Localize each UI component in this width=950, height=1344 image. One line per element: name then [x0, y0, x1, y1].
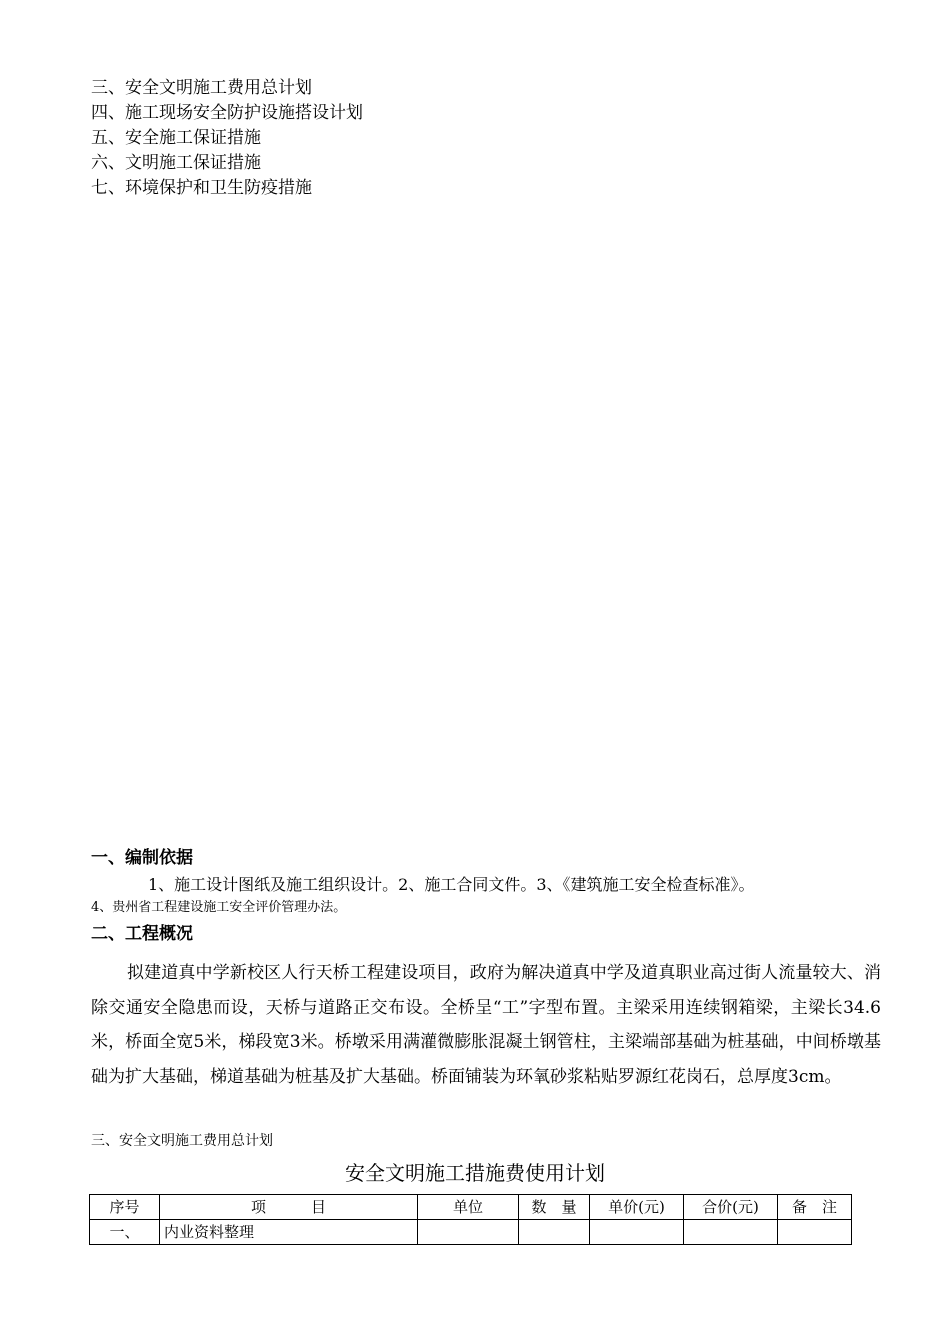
basis-text-line1: 1、施工设计图纸及施工组织设计。2、施工合同文件。3、《建筑施工安全检查标准》。: [148, 875, 755, 894]
header-cell-remarks: 备 注: [778, 1195, 852, 1220]
table-of-contents: [91, 76, 363, 201]
table-cell: [590, 1220, 684, 1245]
header-cell-unit: 单位: [418, 1195, 519, 1220]
overview-paragraph: 拟建道真中学新校区人行天桥工程建设项目，政府为解决道真中学及道真职业高过街人流量较大、消除交通安全隐患而设，天桥与道路正交布设。全桥呈“工”字型布置。主梁采用连续钢箱梁，主梁长34.6米，桥面全宽5米，梯段宽3米。桥墩采用满灌微膨胀混凝土钢管柱，主梁端部基础为桩基础，中间桥墩基础为扩大基础，梯道基础为桩基及扩大基础。桥面铺装为环氧砂浆粘贴罗源红花岗石，总厚度3cm。: [91, 963, 881, 1087]
table-cell: [519, 1220, 590, 1245]
header-cell-total-price: 合价(元): [684, 1195, 778, 1220]
toc-item: 四、施工现场安全防护设施搭设计划: [91, 103, 363, 123]
toc-item: 五、安全施工保证措施: [91, 128, 261, 148]
basis-text-line2: 4、贵州省工程建设施工安全评价管理办法。: [91, 900, 347, 915]
table-cell: 内业资料整理: [160, 1220, 418, 1245]
toc-item: 三、安全文明施工费用总计划: [91, 78, 312, 98]
table-cell: [684, 1220, 778, 1245]
table-row: [90, 1220, 852, 1245]
overview-heading: 二、工程概况: [91, 924, 193, 944]
header-cell-unit-price: 单价(元): [590, 1195, 684, 1220]
plan-caption: 三、安全文明施工费用总计划: [91, 1133, 273, 1149]
toc-item: 六、文明施工保证措施: [91, 153, 261, 173]
plan-table: [89, 1194, 852, 1245]
table-header-row: [90, 1195, 852, 1220]
basis-heading: 一、编制依据: [91, 848, 193, 868]
header-cell-quantity: 数 量: [519, 1195, 590, 1220]
header-cell-index: 序号: [90, 1195, 160, 1220]
basis-section: [91, 846, 881, 870]
table-cell: 一、: [90, 1220, 160, 1245]
header-cell-item: 项 目: [160, 1195, 418, 1220]
table-cell: [778, 1220, 852, 1245]
overview-section: [91, 922, 881, 946]
table-cell: [418, 1220, 519, 1245]
toc-item: 七、环境保护和卫生防疫措施: [91, 178, 312, 198]
plan-table-title: 安全文明施工措施费使用计划: [345, 1161, 605, 1185]
